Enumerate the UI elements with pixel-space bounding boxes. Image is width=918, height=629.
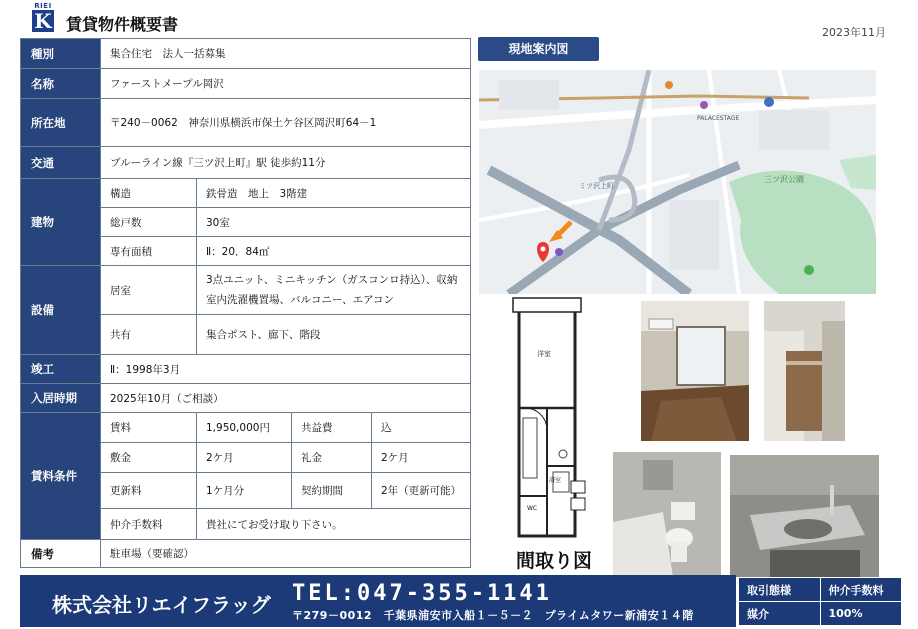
completed-value: Ⅱ：1998年3月	[101, 355, 471, 384]
logo-text: RIEI	[34, 2, 52, 10]
movein-label: 入居時期	[21, 384, 101, 413]
row-movein	[21, 384, 471, 413]
room-photo	[641, 301, 749, 441]
units-label: 総戸数	[101, 208, 197, 237]
company-name: 株式会社リエイフラッグ	[52, 593, 271, 617]
brokerage-label: 仲介手数料	[101, 509, 197, 540]
common-value: 集合ポスト、廊下、階段	[197, 315, 471, 355]
floor-plan-wc-text: WC	[527, 505, 538, 512]
completed-label: 竣工	[21, 355, 101, 384]
bathroom-photo	[613, 452, 721, 577]
map-title: 現地案内図	[478, 37, 599, 61]
period-label: 契約期間	[292, 473, 372, 509]
row-name	[21, 69, 471, 99]
floor-plan-bath-text: 浴室	[549, 477, 562, 484]
map-palacestage-text: PALACESTAGE	[697, 115, 740, 122]
room-value: 3点ユニット、ミニキッチン（ガスコンロ持込）、収納 室内洗濯機置場、バルコニー、エアコン	[197, 266, 471, 315]
building-label: 建物	[21, 179, 101, 266]
map-park-text: 三ツ沢公園	[764, 175, 804, 184]
row-address	[21, 99, 471, 147]
floor-plan-room-text: 洋室	[537, 350, 551, 358]
row-structure	[21, 179, 471, 208]
units-value: 30室	[197, 208, 471, 237]
period-value: 2年（更新可能）	[372, 473, 471, 509]
deal-fee-label: 仲介手数料	[820, 578, 902, 602]
room-label: 居室	[101, 266, 197, 315]
floor-plan-label: 間取り図	[516, 550, 593, 572]
location-map[interactable]	[479, 70, 876, 294]
floor-plan-graphic	[509, 296, 600, 541]
kitchen-photo	[730, 455, 879, 577]
structure-value: 鉄骨造 地上 3階建	[197, 179, 471, 208]
deal-mode-value: 媒介	[739, 602, 821, 626]
name-label: 名称	[21, 69, 101, 99]
row-rent	[21, 413, 471, 443]
rent-label: 賃料	[101, 413, 197, 443]
company-phone[interactable]: TEL:047-355-1141	[292, 581, 552, 606]
area-label: 専有面積	[101, 237, 197, 266]
deposit-value: 2ケ月	[197, 443, 292, 473]
row-notes	[21, 540, 471, 568]
floor-plan	[509, 296, 600, 541]
mgmt-label: 共益費	[292, 413, 372, 443]
deposit-label: 敷金	[101, 443, 197, 473]
row-type	[21, 39, 471, 69]
row-room-equipment	[21, 266, 471, 315]
renewal-label: 更新料	[101, 473, 197, 509]
notes-label: 備考	[21, 540, 101, 568]
terms-label: 賃料条件	[21, 413, 101, 540]
equipment-label: 設備	[21, 266, 101, 355]
row-completed	[21, 355, 471, 384]
keymoney-label: 礼金	[292, 443, 372, 473]
map-graphic	[479, 70, 876, 294]
deal-fee-value: 100%	[820, 602, 902, 626]
deal-mode-label: 取引態様	[739, 578, 821, 602]
rent-value: 1,950,000円	[197, 413, 292, 443]
keymoney-value: 2ケ月	[372, 443, 471, 473]
document-date: 2023年11月	[822, 26, 886, 39]
brokerage-value: 貴社にてお受け取り下さい。	[197, 509, 471, 540]
transit-value: ブルーライン線『三ツ沢上町』駅 徒歩約11分	[101, 147, 471, 179]
renewal-value: 1ケ月分	[197, 473, 292, 509]
area-value: Ⅱ：20．84㎡	[197, 237, 471, 266]
movein-value: 2025年10月（ご相談）	[101, 384, 471, 413]
company-footer	[20, 575, 736, 627]
company-address: 〒279－0012 千葉県浦安市入船１－５－２ プライムタワー新浦安１４階	[292, 609, 694, 622]
notes-value: 駐車場（要確認）	[101, 540, 471, 568]
common-label: 共有	[101, 315, 197, 355]
transit-label: 交通	[21, 147, 101, 179]
name-value: ファーストメープル岡沢	[101, 69, 471, 99]
structure-label: 構造	[101, 179, 197, 208]
transaction-table	[738, 577, 902, 626]
document-title: 賃貸物件概要書	[66, 15, 179, 34]
address-label: 所在地	[21, 99, 101, 147]
row-transit	[21, 147, 471, 179]
mgmt-value: 込	[372, 413, 471, 443]
address-value: 〒240－0062 神奈川県横浜市保土ケ谷区岡沢町64－1	[101, 99, 471, 147]
property-summary-table	[20, 38, 471, 568]
map-station-text: ミツ沢上町	[579, 182, 614, 190]
logo-mark: K	[32, 10, 54, 32]
storage-photo	[764, 301, 845, 441]
type-value: 集合住宅 法人一括募集	[101, 39, 471, 69]
type-label: 種別	[21, 39, 101, 69]
company-logo	[30, 2, 56, 34]
